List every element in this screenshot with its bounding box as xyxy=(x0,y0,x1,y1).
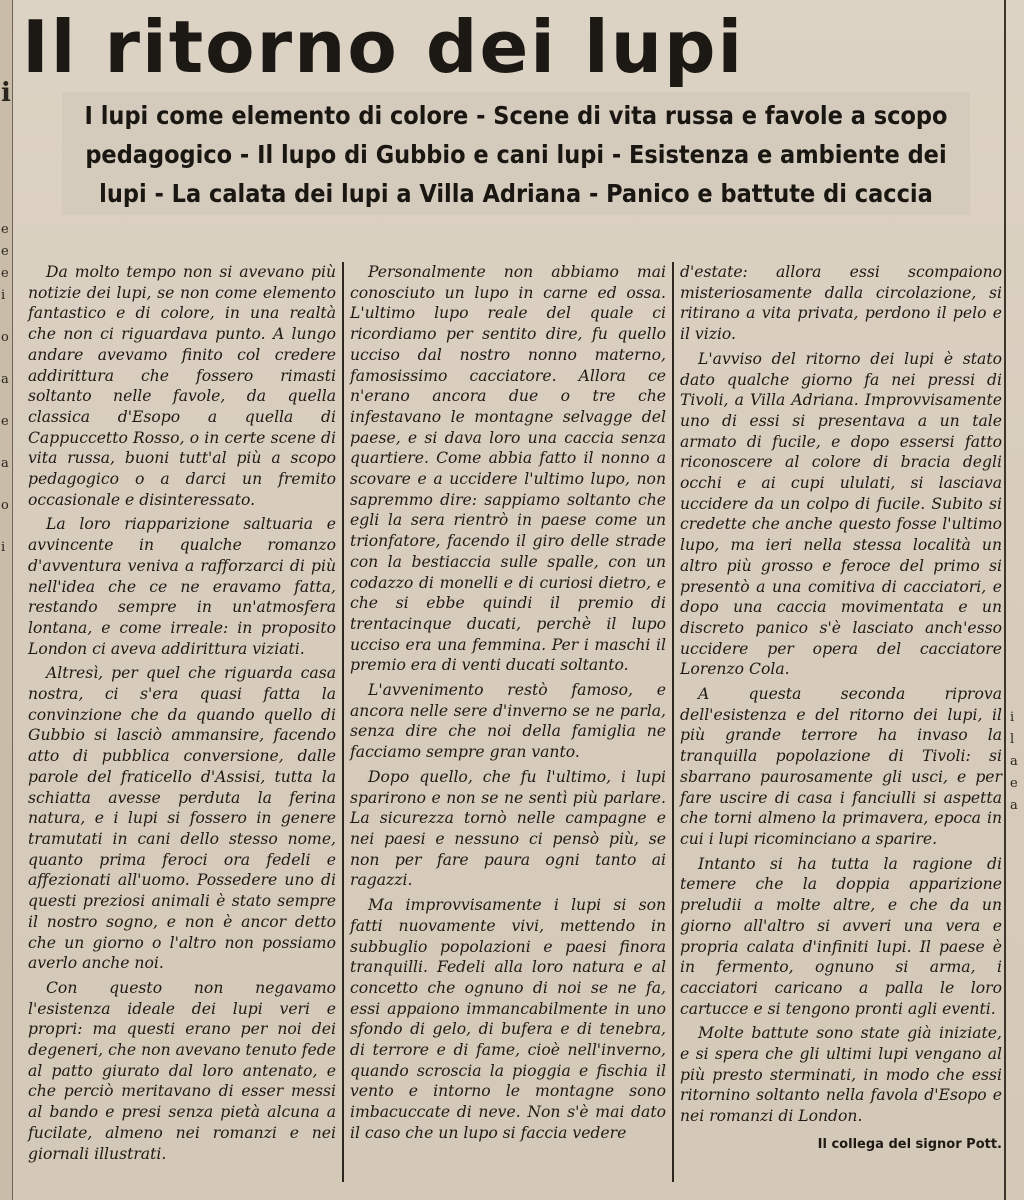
adjacent-column-right xyxy=(1004,0,1024,1200)
margin-letter: a xyxy=(1,372,9,387)
paragraph: Dopo quello, che fu l'ultimo, i lupi sparirono e non se ne sentì più parlare. La sicurezza tornò nelle campagne e nei paesi e nessuno ci pensò più, se non per fare paura ogni tanto ai ragazzi. xyxy=(350,767,666,890)
margin-letter: a xyxy=(1010,798,1018,813)
article-column-2 xyxy=(350,262,666,1144)
margin-letter: i xyxy=(1,78,11,108)
margin-letter: i xyxy=(1,540,6,555)
paragraph: Con questo non negavamo l'esistenza ideale dei lupi veri e propri: ma questi erano per noi dei degeneri, che non avevano tenuto fede al patto giurato dal loro antenato, e che perciò meritavano di esser messi al bando e presi senza pietà alcuna a fucilate, almeno nei romanzi e nei giornali illustrati. xyxy=(28,978,336,1163)
margin-letter: a xyxy=(1010,754,1018,769)
margin-letter: l xyxy=(1010,732,1015,747)
margin-letter: e xyxy=(1,414,9,429)
paragraph: Intanto si ha tutta la ragione di temere che la doppia apparizione preludii a molte altre, e che da un giorno all'altro si avveri una vera e propria calata d'infiniti lupi. Il paese è in fermento, ognuno si arma, i cacciatori caricano a palla le loro cartucce e si tengono pronti agli eventi. xyxy=(680,854,1002,1018)
paragraph: A questa seconda riprova dell'esistenza e del ritorno dei lupi, il più grande terrore ha invaso la tranquilla popolazione di Tivoli: si sbarrano paurosamente gli usci, e per fare uscire di casa i fanciulli si aspetta che torni almeno la primavera, epoca in cui i lupi ricominciano a sparire. xyxy=(680,685,1002,848)
paragraph: La loro riapparizione saltuaria e avvincente in qualche romanzo d'avventura veniva a rafforzarci di più nell'idea che ce ne eravamo fatta, restando sempre in un'atmosfera lontana, e come irreale: in proposito London ci aveva addirittura viziati. xyxy=(28,515,336,658)
column-divider xyxy=(672,262,674,1182)
article-column-1 xyxy=(28,262,336,1164)
paragraph: Altresì, per quel che riguarda casa nostra, ci s'era quasi fatta la convinzione che da quando quello di Gubbio si lasciò ammansire, facendo atto di pubblica conversione, dalle parole del fraticello d'Assisi, tutta la schiatta avesse perduta la ferina natura, e i lupi si fossero in genere tramutati in cani dello stesso nome, quanto prima feroci ora fedeli e affezionati all'uomo. Possedere uno di questi preziosi animali è stato sempre il nostro sogno, e non è ancor detto che un giorno o l'altro non possiamo averlo anche noi. xyxy=(28,664,336,973)
paragraph: d'estate: allora essi scompaiono misteriosamente dalla circolazione, si ritirano a vita privata, perdono il pelo e il vizio. xyxy=(680,263,1002,344)
article-headline: Il ritorno dei lupi xyxy=(22,5,745,89)
paragraph: Da molto tempo non si avevano più notizie dei lupi, se non come elemento fantastico e di colore, in una realtà che non ci riguardava punto. A lungo andare avevamo finito col credere addirittura che fossero rimasti soltanto nelle favole, da quella classica d'Esopo a quella di Cappuccetto Rosso, o in certe scene di vita russa, buoni tutt'al più a scopo pedagogico o a darci un fremito occasionale e disinteressato. xyxy=(28,263,336,509)
margin-letter: e xyxy=(1,266,9,281)
paragraph: Personalmente non abbiamo mai conosciuto un lupo in carne ed ossa. L'ultimo lupo reale del quale ci ricordiamo per sentito dire, fu quello ucciso dal nostro nonno materno, famosissimo cacciatore. Allora ce n'erano ancora due o tre che infestavano le montagne selvagge del paese, e si dava loro una caccia senza quartiere. Come abbia fatto il nonno a scovare e a uccidere l'ultimo lupo, non sapremmo dire: sappiamo soltanto che egli la sera rientrò in paese come un trionfatore, facendo il giro delle strade con la bestiaccia sulle spalle, con un codazzo di monelli e di curiosi dietro, e che si ebbe quindi il premio di trentacinque ducati, perchè il lupo ucciso era una femmina. Per i maschi il premio era di venti ducati soltanto. xyxy=(350,263,666,675)
author-signature: Il collega del signor Pott. xyxy=(817,1136,1002,1152)
paragraph: Molte battute sono state già iniziate, e si spera che gli ultimi lupi vengano al più presto sterminati, in modo che essi ritornino soltanto nella favola d'Esopo e nei romanzi di London. xyxy=(680,1024,1002,1126)
margin-letter: a xyxy=(1,456,9,471)
paragraph: Ma improvvisamente i lupi si son fatti nuovamente vivi, mettendo in subbuglio popolazioni e paesi finora tranquilli. Fedeli alla loro natura e al concetto che ognuno di noi se ne fa, essi appaiono immancabilmente in uno sfondo di gelo, di bufera e di tenebra, di terrore e di fame, cioè nell'inverno, quando scroscia la pioggia e fischia il vento e intorno le montagne sono imbacuccate di neve. Non s'è mai dato il caso che un lupo si faccia vedere xyxy=(350,896,666,1142)
adjacent-column-left xyxy=(0,0,13,1200)
column-divider xyxy=(342,262,344,1182)
article-subheadline: I lupi come elemento di colore - Scene di vita russa e favole a scopo pedagogico - Il lupo di Gubbio e cani lupi - Esistenza e ambiente dei lupi - La calata dei lupi a Villa Adriana - Panico e battute di caccia xyxy=(62,92,970,215)
margin-letter: o xyxy=(1,330,9,345)
paragraph: L'avvenimento restò famoso, e ancora nelle sere d'inverno se ne parla, senza dire che noi della famiglia ne facciamo sempre gran vanto. xyxy=(350,681,666,762)
margin-letter: o xyxy=(1,498,9,513)
article-column-3 xyxy=(680,262,1002,1156)
margin-letter: e xyxy=(1,222,9,237)
margin-letter: e xyxy=(1,244,9,259)
margin-letter: i xyxy=(1,288,6,303)
margin-letter: e xyxy=(1010,776,1018,791)
paragraph: L'avviso del ritorno dei lupi è stato dato qualche giorno fa nei pressi di Tivoli, a Villa Adriana. Improvvisamente uno di essi si presentava a un tale armato di fucile, e dopo essersi fatto riconoscere al colore di bracia degli occhi e ai cupi ululati, si lasciava uccidere da un colpo di fucile. Subito si credette che anche questo fosse l'ultimo lupo, ma ieri nella stessa località un altro più grosso e feroce del primo si presentò a una comitiva di cacciatori, e dopo una caccia movimentata e un discreto panico s'è lasciato anch'esso uccidere per opera del cacciatore Lorenzo Cola. xyxy=(680,349,1002,679)
margin-letter: i xyxy=(1010,710,1015,725)
